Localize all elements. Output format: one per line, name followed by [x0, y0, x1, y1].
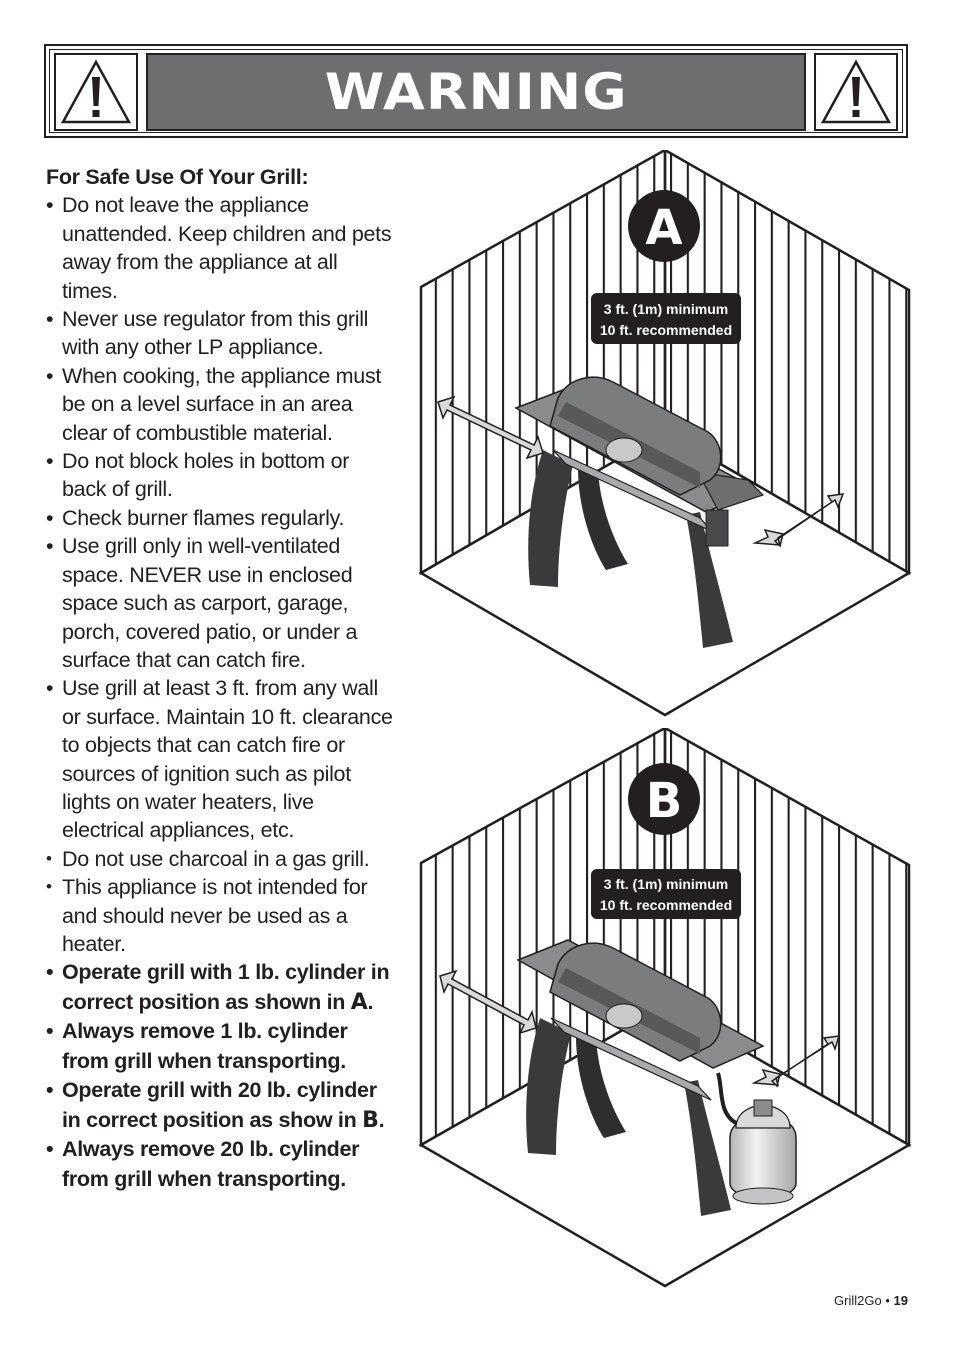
safety-item: • Do not leave the appliance unattended. Keep children and pets away from the appliance at all times. [46, 191, 396, 305]
diagram-b-illustration [418, 728, 913, 1290]
diagram-b [418, 728, 913, 1290]
cylinder-1lb-remove: • Always remove 1 lb. cylinder from grill when transporting. [46, 1017, 396, 1076]
warning-triangle-icon [54, 53, 138, 131]
panel-letter-a: A [645, 200, 683, 256]
page-footer [834, 1293, 908, 1308]
diagram-a-illustration [418, 150, 913, 720]
page-number: 19 [893, 1293, 908, 1308]
safety-item: • Do not use charcoal in a gas grill. [46, 845, 396, 873]
safety-item: • Check burner flames regularly. [46, 504, 396, 532]
panel-letter-b: B [645, 773, 683, 829]
cylinder-20lb-operate [46, 1076, 396, 1135]
safety-item: • Use grill at least 3 ft. from any wall or surface. Maintain 10 ft. clearance to objects that can catch fire or sources of ignition such as pilot lights on water heaters, live electrical appliances, etc. [46, 674, 396, 844]
cylinder-20lb-operate-text: Operate grill with 20 lb. cylinder in correct position as show in [62, 1078, 377, 1132]
safety-list [46, 191, 396, 844]
safety-instructions [46, 163, 396, 1194]
cylinder-1lb-operate-text: Operate grill with 1 lb. cylinder in correct position as shown in [62, 960, 390, 1014]
cylinder-20lb-remove: • Always remove 20 lb. cylinder from grill when transporting. [46, 1135, 396, 1194]
propane-tank-illustration [730, 1100, 796, 1204]
safety-heading: For Safe Use Of Your Grill: [46, 165, 309, 189]
warning-title: WARNING [324, 63, 628, 121]
safety-item: • Do not block holes in bottom or back of grill. [46, 447, 396, 504]
clearance-recommended: 10 ft. recommended [599, 897, 733, 913]
diagram-ref-b: B [362, 1107, 379, 1133]
diagram-ref-a: A [350, 989, 368, 1015]
warning-triangle-icon [814, 53, 898, 131]
sentence-period: . [367, 989, 374, 1014]
footer-product: Grill2Go [834, 1293, 882, 1308]
cylinder-20lb-instructions [46, 1076, 396, 1194]
safety-list-extra [46, 845, 396, 959]
footer-separator: • [885, 1293, 890, 1308]
sentence-period: . [378, 1107, 385, 1132]
cylinder-1lb-instructions [46, 958, 396, 1076]
clearance-recommended: 10 ft. recommended [599, 322, 733, 338]
safety-item: • When cooking, the appliance must be on a level surface in an area clear of combustible material. [46, 362, 396, 447]
safety-item: • This appliance is not intended for and should never be used as a heater. [46, 873, 396, 958]
clearance-minimum: 3 ft. (1m) minimum [603, 301, 729, 317]
safety-item: • Use grill only in well-ventilated space. NEVER use in enclosed space such as carport, garage, porch, covered patio, or under a surface that can catch fire. [46, 532, 396, 674]
warning-title-box [146, 53, 806, 131]
clearance-minimum: 3 ft. (1m) minimum [603, 876, 729, 892]
safety-item: • Never use regulator from this grill with any other LP appliance. [46, 305, 396, 362]
diagram-a [418, 150, 913, 720]
cylinder-1lb-operate [46, 958, 396, 1017]
warning-banner [44, 44, 908, 138]
